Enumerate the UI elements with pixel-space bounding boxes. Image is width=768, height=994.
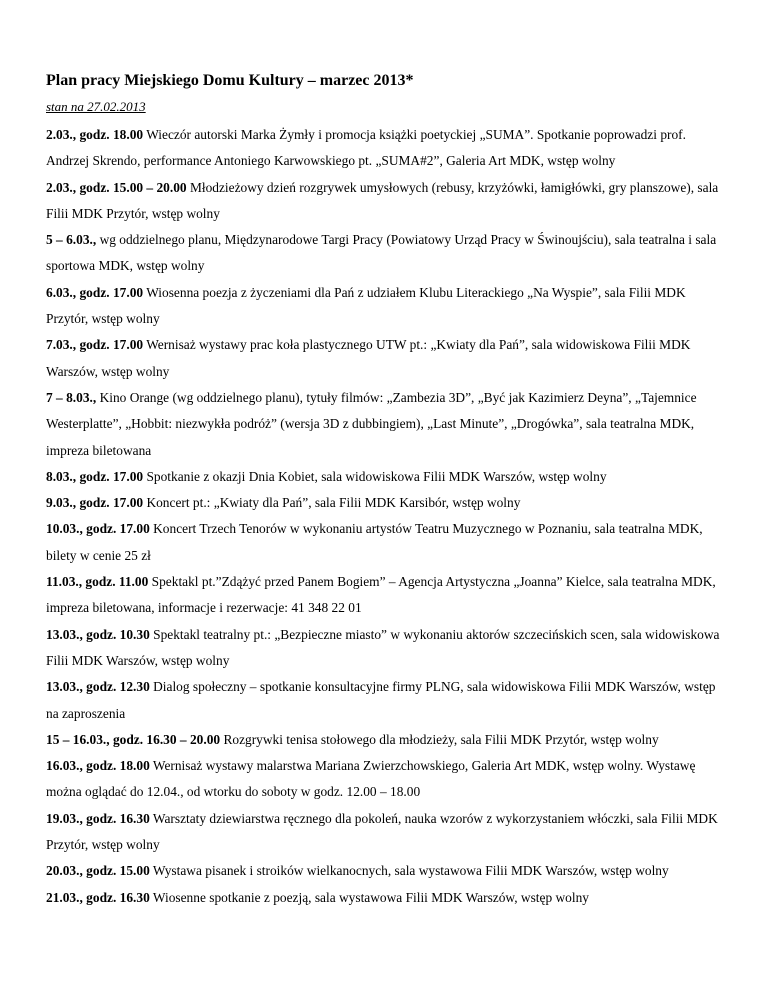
event-date: 10.03., godz. 17.00 (46, 521, 150, 537)
event-description: Wieczór autorski Marka Żymły i promocja książki poetyckiej „SUMA”. Spotkanie poprowadzi prof. Andrzej Skrendo, performance Antoniego Karwowskiego pt. „SUMA#2”, Galeria Art MDK, wstęp wolny (46, 127, 686, 169)
event-description: Rozgrywki tenisa stołowego dla młodzieży, sala Filii MDK Przytór, wstęp wolny (220, 731, 659, 747)
event-date: 6.03., godz. 17.00 (46, 284, 144, 300)
event-description: Spektakl teatralny pt.: „Bezpieczne miasto” w wykonaniu aktorów szczecińskich scen, sala widowiskowa Filii MDK Warszów, wstęp wolny (46, 626, 720, 668)
event-entry (46, 122, 726, 175)
event-date: 13.03., godz. 12.30 (46, 679, 150, 695)
event-entry (46, 175, 726, 228)
event-description: Koncert Trzech Tenorów w wykonaniu artystów Teatru Muzycznego w Poznaniu, sala teatralna MDK, bilety w cenie 25 zł (46, 521, 703, 563)
event-description: Wernisaż wystawy malarstwa Mariana Zwierzchowskiego, Galeria Art MDK, wstęp wolny. Wystawę można oglądać do 12.04., od wtorku do soboty w godz. 12.00 – 18.00 (46, 758, 696, 800)
event-entry (46, 569, 726, 622)
event-date: 5 – 6.03., (46, 232, 97, 248)
event-date: 9.03., godz. 17.00 (46, 495, 144, 511)
event-description: wg oddzielnego planu, Międzynarodowe Targi Pracy (Powiatowy Urząd Pracy w Świnoujściu), sala teatralna i sala sportowa MDK, wstęp wolny (46, 232, 717, 274)
event-entry (46, 753, 726, 806)
event-entry (46, 674, 726, 727)
event-entry (46, 280, 726, 333)
event-entry (46, 622, 726, 675)
event-description: Młodzieżowy dzień rozgrywek umysłowych (rebusy, krzyżówki, łamigłówki, gry planszowe), sala Filii MDK Przytór, wstęp wolny (46, 179, 719, 221)
event-entry (46, 885, 726, 911)
event-date: 8.03., godz. 17.00 (46, 468, 144, 484)
event-entry (46, 464, 726, 490)
event-entry (46, 516, 726, 569)
event-entry (46, 227, 726, 280)
event-description: Warsztaty dziewiarstwa ręcznego dla pokoleń, nauka wzorów z wykorzystaniem włóczki, sala Filii MDK Przytór, wstęp wolny (46, 810, 718, 853)
event-date: 20.03., godz. 15.00 (46, 863, 150, 879)
event-description: Dialog społeczny – spotkanie konsultacyjne firmy PLNG, sala widowiskowa Filii MDK Warszów, wstęp na zaproszenia (46, 679, 716, 721)
event-description: Kino Orange (wg oddzielnego planu), tytuły filmów: „Zambezia 3D”, „Być jak Kazimierz Deyna”, „Tajemnice Westerplatte”, „Hobbit: niezwykła podróż” (wersja 3D z dubbingiem), „Last Minute”, „Drogówka”, sala teatralna MDK, impreza biletowana (46, 389, 697, 458)
event-description: Spektakl pt.”Zdążyć przed Panem Bogiem” – Agencja Artystyczna „Joanna” Kielce, sala teatralna MDK, impreza biletowana, informacje i rezerwacje: 41 348 22 01 (46, 574, 716, 616)
event-entry (46, 806, 726, 859)
event-description: Wiosenne spotkanie z poezją, sala wystawowa Filii MDK Warszów, wstęp wolny (149, 889, 589, 905)
event-description: Koncert pt.: „Kwiaty dla Pań”, sala Filii MDK Karsibór, wstęp wolny (143, 495, 521, 511)
event-date: 16.03., godz. 18.00 (46, 758, 150, 774)
event-entry (46, 385, 726, 464)
event-date: 15 – 16.03., godz. 16.30 – 20.00 (46, 731, 221, 747)
event-description: Wiosenna poezja z życzeniami dla Pań z udziałem Klubu Literackiego „Na Wyspie”, sala Filii MDK Przytór, wstęp wolny (46, 284, 686, 327)
event-date: 2.03., godz. 15.00 – 20.00 (46, 179, 187, 195)
event-date: 21.03., godz. 16.30 (46, 889, 150, 905)
event-entry (46, 490, 726, 516)
document-title: Plan pracy Miejskiego Domu Kultury – marzec 2013* (46, 72, 414, 89)
event-date: 7.03., godz. 17.00 (46, 337, 144, 353)
event-entry (46, 727, 726, 753)
event-description: Wystawa pisanek i stroików wielkanocnych, sala wystawowa Filii MDK Warszów, wstęp wolny (149, 863, 669, 879)
event-date: 11.03., godz. 11.00 (46, 574, 149, 590)
event-entry (46, 858, 726, 884)
document-page (46, 70, 726, 911)
event-description: Wernisaż wystawy prac koła plastycznego UTW pt.: „Kwiaty dla Pań”, sala widowiskowa Filii MDK Warszów, wstęp wolny (46, 337, 691, 379)
event-date: 7 – 8.03., (46, 389, 97, 405)
event-entry (46, 332, 726, 385)
event-date: 19.03., godz. 16.30 (46, 810, 150, 826)
event-date: 2.03., godz. 18.00 (46, 127, 144, 142)
event-description: Spotkanie z okazji Dnia Kobiet, sala widowiskowa Filii MDK Warszów, wstęp wolny (143, 468, 607, 484)
event-date: 13.03., godz. 10.30 (46, 626, 150, 642)
document-date-note: stan na 27.02.2013 (46, 99, 146, 114)
